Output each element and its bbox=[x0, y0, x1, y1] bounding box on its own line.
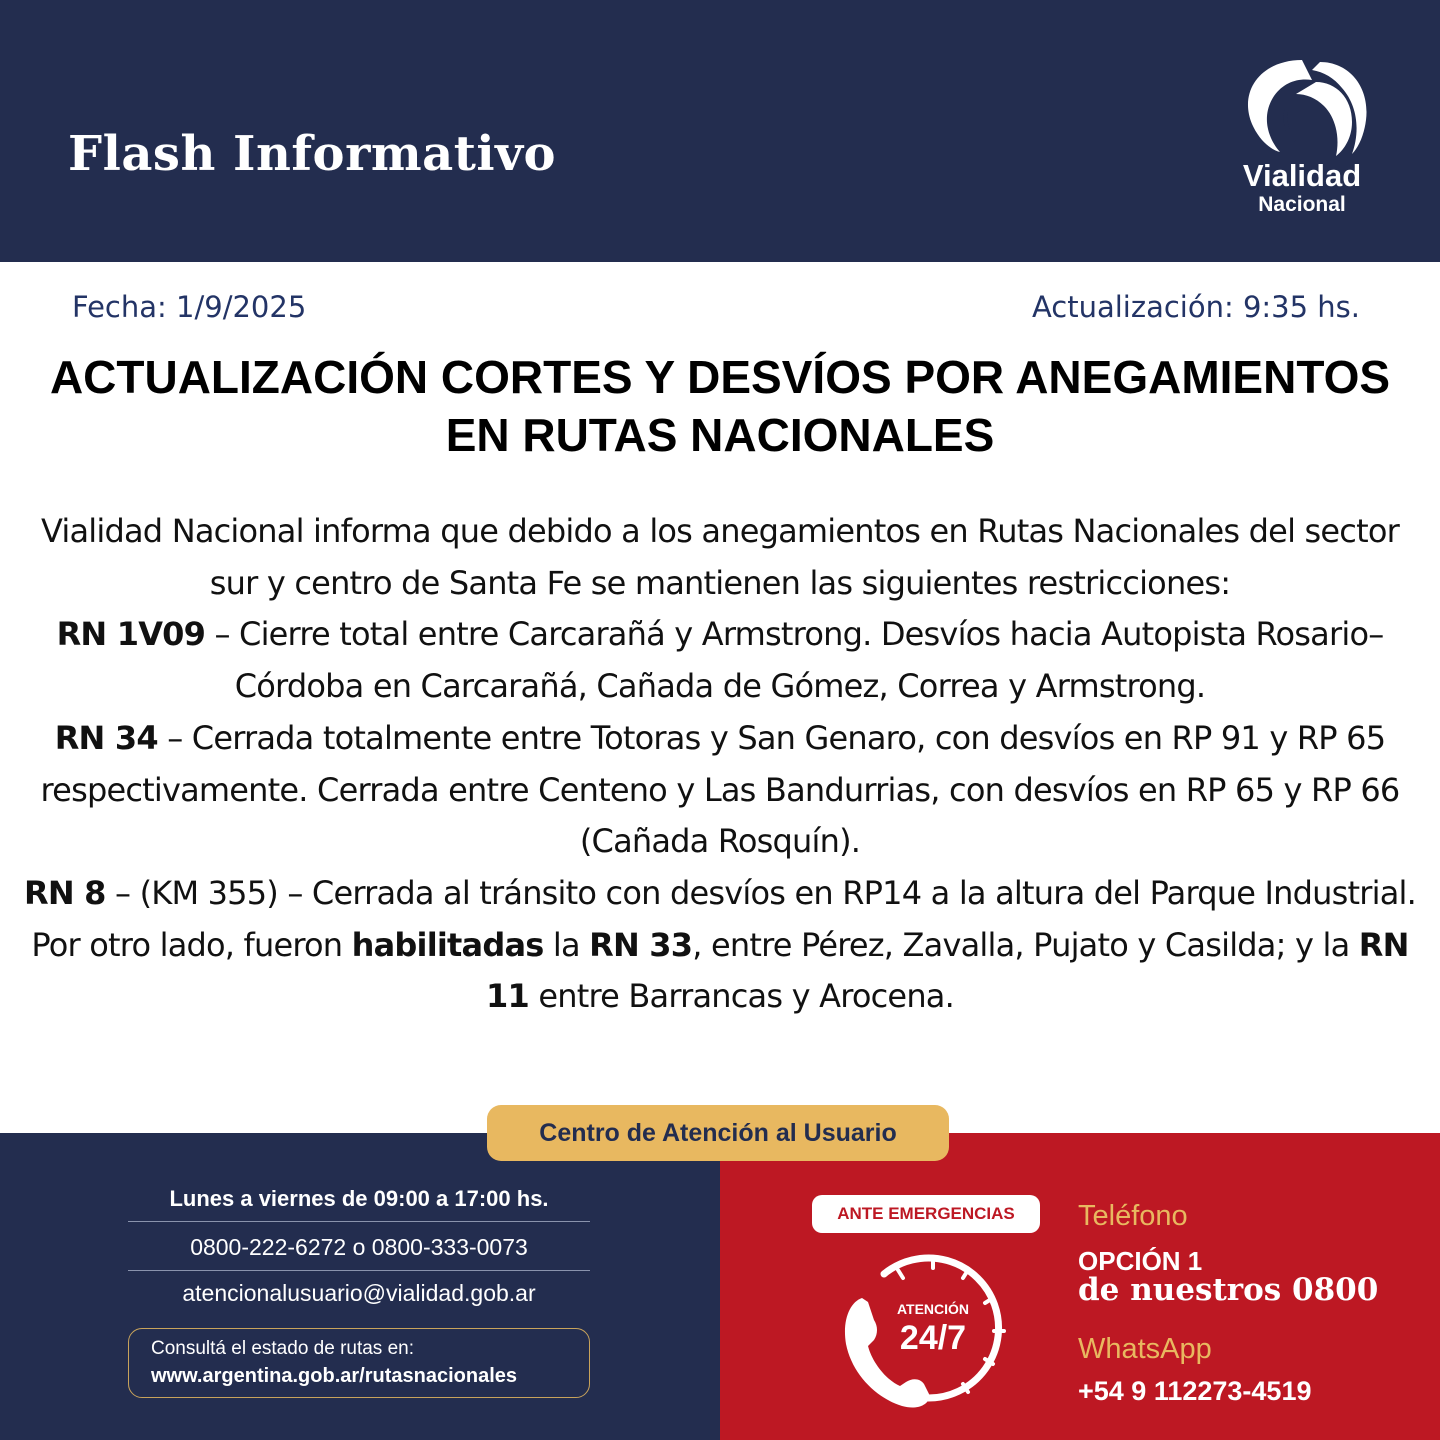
route-code: RN 8 bbox=[23, 873, 106, 912]
nuestros-text: de nuestros 0800 bbox=[1078, 1272, 1379, 1308]
habilitadas-text: habilitadas bbox=[351, 925, 544, 964]
headline bbox=[0, 348, 1440, 464]
route-detail: – Cerrada totalmente entre Totoras y San Genaro, con desvíos en RP 91 y RP 65 respectivamente. Cerrada entre Centeno y Las Bandurrias, con desvíos en RP 65 y RP 66 (Cañada Rosquín). bbox=[40, 718, 1400, 861]
page-title: Flash Informativo bbox=[68, 126, 557, 182]
phone-numbers[interactable]: 0800-222-6272 o 0800-333-0073 bbox=[190, 1234, 528, 1260]
route-detail: – Cierre total entre Carcarañá y Armstrong. Desvíos hacia Autopista Rosario–Córdoba en Carcarañá, Cañada de Gómez, Correa y Armstrong. bbox=[205, 615, 1384, 706]
route-code: RN 1V09 bbox=[56, 615, 206, 654]
logo-subtitle: Nacional bbox=[1258, 193, 1346, 216]
attention-hours: 24/7 bbox=[899, 1319, 967, 1357]
route-code: RN 33 bbox=[589, 925, 693, 964]
intro-paragraph: Vialidad Nacional informa que debido a los anegamientos en Rutas Nacionales del sector sur y centro de Santa Fe se mantienen las siguientes restricciones: bbox=[41, 512, 1399, 602]
actualizacion: Actualización: 9:35 hs. bbox=[1031, 290, 1360, 324]
route-item bbox=[20, 868, 1420, 920]
closing-text: la bbox=[543, 925, 590, 964]
emergency-badge: ANTE EMERGENCIAS bbox=[812, 1195, 1040, 1233]
header-banner bbox=[0, 0, 1440, 262]
whatsapp-label: WhatsApp bbox=[1078, 1333, 1212, 1365]
vialidad-logo bbox=[1222, 52, 1382, 222]
consult-label: Consultá el estado de rutas en: bbox=[151, 1338, 415, 1359]
closing-text: entre Barrancas y Arocena. bbox=[528, 977, 954, 1016]
attention-label: ATENCIÓN bbox=[896, 1301, 970, 1317]
route-code: RN 34 bbox=[54, 718, 158, 757]
closing-text: , entre Pérez, Zavalla, Pujato y Casilda; y la bbox=[692, 925, 1359, 964]
center-label-badge: Centro de Atención al Usuario bbox=[487, 1105, 949, 1161]
route-code: RN 11 bbox=[486, 925, 1409, 1016]
consult-url-link[interactable]: www.argentina.gob.ar/rutasnacionales bbox=[151, 1365, 518, 1387]
closing-paragraph bbox=[20, 920, 1420, 1023]
fecha: Fecha: 1/9/2025 bbox=[72, 290, 307, 324]
contact-email[interactable]: atencionalusuario@vialidad.gob.ar bbox=[182, 1280, 536, 1306]
telefono-label: Teléfono bbox=[1078, 1200, 1188, 1232]
route-detail: – (KM 355) – Cerrada al tránsito con desvíos en RP14 a la altura del Parque Industrial. bbox=[105, 873, 1416, 912]
consult-box bbox=[128, 1328, 590, 1398]
logo-name: Vialidad bbox=[1242, 158, 1362, 193]
divider bbox=[128, 1270, 590, 1271]
whatsapp-number[interactable]: +54 9 112273-4519 bbox=[1078, 1376, 1312, 1406]
headline-line-1: ACTUALIZACIÓN CORTES Y DESVÍOS POR ANEGAMIENTOS bbox=[49, 351, 1391, 403]
headline-line-2: EN RUTAS NACIONALES bbox=[445, 409, 995, 461]
closing-text: Por otro lado, fueron bbox=[31, 925, 352, 964]
divider bbox=[128, 1221, 590, 1222]
office-hours: Lunes a viernes de 09:00 a 17:00 hs. bbox=[169, 1186, 549, 1211]
route-item bbox=[20, 609, 1420, 712]
bulletin-body bbox=[20, 506, 1420, 1023]
opcion-text: OPCIÓN 1 bbox=[1078, 1246, 1203, 1276]
road-logo-icon bbox=[1232, 52, 1372, 162]
route-item bbox=[20, 713, 1420, 868]
